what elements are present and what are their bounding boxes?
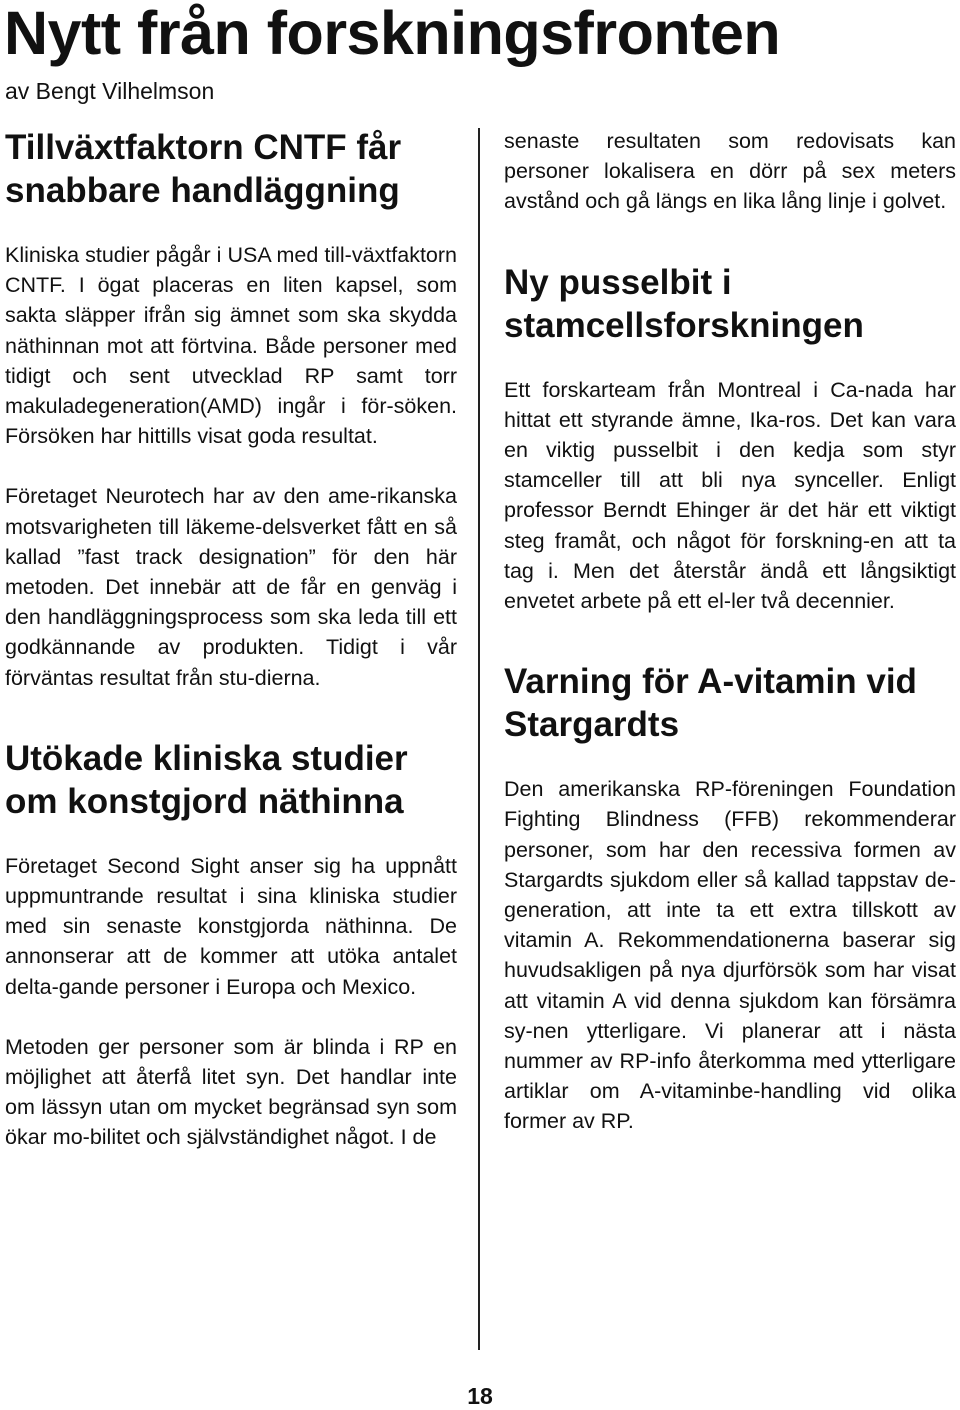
article-title: Utökade kliniska studier om konstgjord näthinna — [5, 738, 408, 821]
byline: av Bengt Vilhelmson — [5, 78, 215, 104]
article-paragraph: Den amerikanska RP-föreningen Foundation Fighting Blindness (FFB) rekommenderar personer, som har den recessiva formen av Stargardts sjukdom eller så kallad tappstav de-generation, att inte ta ett extra tillskott av vitamin A. Rekommendationerna baserar sig huvudsakligen på nya djurförsök som har visat att vitamin A vid denna sjukdom kan försämra sy-nen ytterligare. Vi planerar att i nästa nummer av RP-info återkomma med ytterligare artiklar om A-vitaminbe-handling vid olika former av RP. — [504, 777, 956, 1134]
right-column — [504, 126, 956, 1137]
article-paragraph: Företaget Second Sight anser sig ha uppnått uppmuntrande resultat i sina kliniska studier med sin senaste konstgjorda näthinna. De annonserar att de kommer att utöka antalet delta-gande personer i Europa och Mexico. — [5, 853, 457, 999]
article-paragraph: Metoden ger personer som är blinda i RP en möjlighet att återfå litet syn. Det handlar inte om lässyn utan om mycket begränsad syn som ökar mo-bilitet och självständighet något. I de — [5, 1034, 457, 1150]
article-vitamin-a — [504, 660, 956, 1136]
article-title: Ny pusselbit i stamcellsforskningen — [504, 262, 864, 345]
article-paragraph: Företaget Neurotech har av den ame-rikanska motsvarigheten till läkeme-delsverket fått en så kallad ”fast track designation” för den här metoden. Det innebär att de får en genväg i den handläggningsprocess som ska leda till ett godkännande av produkten. Tidigt i vår förväntas resultat från stu-dierna. — [5, 484, 457, 690]
article-paragraph: Ett forskarteam från Montreal i Ca-nada har hittat ett styrande ämne, Ika-ros. Det kan vara en viktig pusselbit i den kedja som styr stamceller till att bli nya synceller. Enligt professor Berndt Ehinger är det här ett viktigt steg framåt, och något för forskning-en att ta tag i. Men det återstår ändå ett långsiktigt envetet arbete på ett el-ler två decennier. — [504, 377, 956, 614]
page-title: Nytt från forskningsfronten — [4, 0, 781, 67]
page-number: 18 — [467, 1383, 493, 1409]
article-stem-cells — [504, 261, 956, 617]
article-artificial-retina — [5, 737, 457, 1153]
left-column — [5, 126, 457, 1153]
column-divider — [478, 128, 480, 1350]
article-title: Varning för A-vitamin vid Stargardts — [504, 662, 917, 745]
article-title: Tillväxtfaktorn CNTF får snabbare handläggning — [5, 128, 402, 210]
article-continuation: senaste resultaten som redovisats kan personer lokalisera en dörr på sex meters avstånd och gå längs en lika lång linje i golvet. — [504, 129, 956, 214]
article-paragraph: Kliniska studier pågår i USA med till-växtfaktorn CNTF. I ögat placeras en liten kapsel, som sakta släpper ifrån sig ämnet som ska skydda näthinnan mot att förtvina. Både personer med tidigt och sent utvecklad RP samt torr makuladegeneration(AMD) ingår i för-söken. Försöken har hittills visat goda resultat. — [5, 243, 457, 449]
article-cntf — [5, 126, 457, 693]
